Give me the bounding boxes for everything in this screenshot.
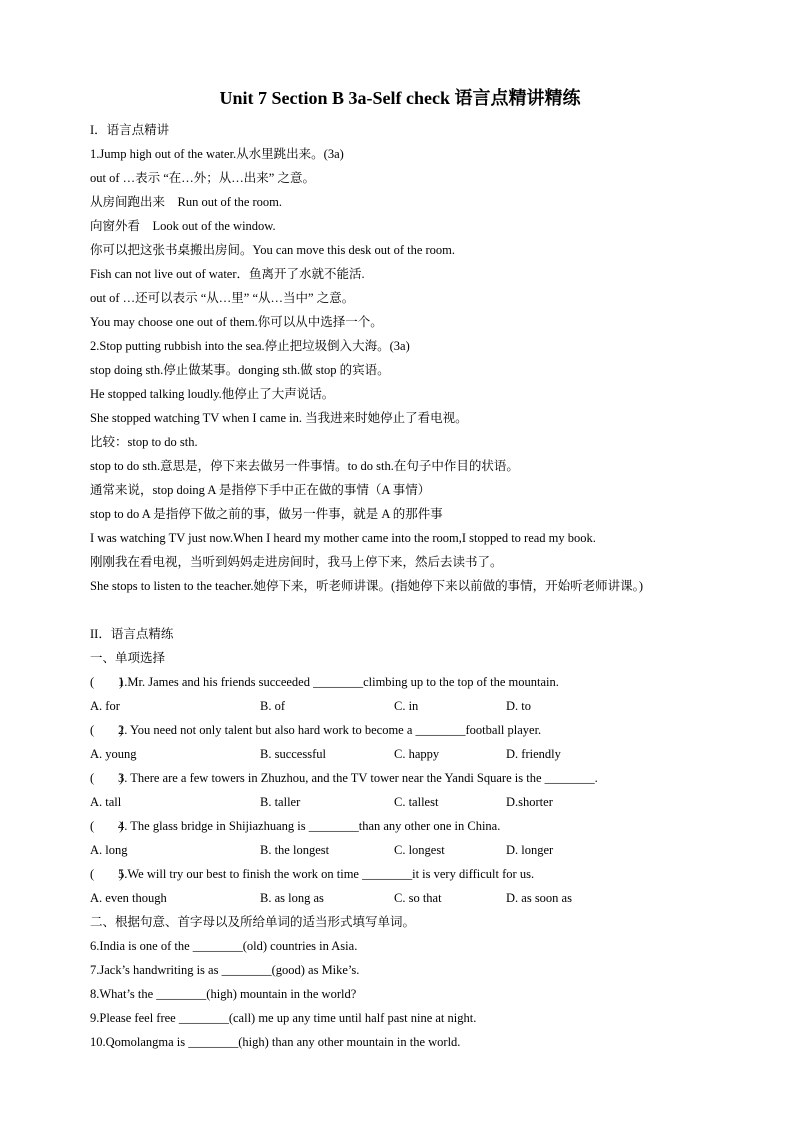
option-c: C. so that <box>394 891 442 905</box>
answer-bracket[interactable]: ( ) <box>90 867 124 881</box>
question-1: ( )1.Mr. James and his friends succeeded ________climbing up to the top of the mountain. <box>90 675 559 689</box>
option-b: B. the longest <box>260 843 330 857</box>
option-a: A. tall <box>90 795 122 809</box>
option-a: A. long <box>90 843 128 857</box>
fill-in-question: 7.Jack’s handwriting is as ________(good) as Mike’s. <box>90 963 360 977</box>
text-line: 比较：stop to do sth. <box>90 435 198 449</box>
option-d: D. as soon as <box>506 891 572 905</box>
option-d: D. friendly <box>506 747 561 761</box>
fill-in-question: 8.What’s the ________(high) mountain in the world? <box>90 987 357 1001</box>
answer-bracket[interactable]: ( ) <box>90 819 124 833</box>
fill-in-question: 6.India is one of the ________(old) countries in Asia. <box>90 939 358 953</box>
text-line: stop to do sth.意思是，停下来去做另一件事情。to do sth.在句子中作目的状语。 <box>90 459 519 473</box>
option-c: C. longest <box>394 843 445 857</box>
text-line: She stopped watching TV when I came in. 当我进来时她停止了看电视。 <box>90 411 468 425</box>
fill-in-question: 9.Please feel free ________(call) me up any time until half past nine at night. <box>90 1011 477 1025</box>
text-line: stop doing sth.停止做某事。donging sth.做 stop 的宾语。 <box>90 363 390 377</box>
option-d: D.shorter <box>506 795 553 809</box>
option-b: B. successful <box>260 747 326 761</box>
text-line: stop to do A 是指停下做之前的事，做另一件事，就是 A 的那件事 <box>90 507 443 521</box>
text-line: 从房间跑出来 Run out of the room. <box>90 195 283 209</box>
answer-bracket[interactable]: ( ) <box>90 723 124 737</box>
text-line: 向窗外看 Look out of the window. <box>90 219 276 233</box>
option-c: C. in <box>394 699 419 713</box>
section-1-heading: I．语言点精讲 <box>90 123 170 137</box>
option-b: B. taller <box>260 795 301 809</box>
text-line: I was watching TV just now.When I heard my mother came into the room,I stopped to read my book. <box>90 531 596 545</box>
text-line: Fish can not live out of water．鱼离开了水就不能活. <box>90 267 365 281</box>
question-5: ( )5.We will try our best to finish the work on time ________it is very difficult for us. <box>90 867 535 881</box>
text-line: 你可以把这张书桌搬出房间。You can move this desk out of the room. <box>90 243 456 257</box>
text-line: 1.Jump high out of the water.从水里跳出来。(3a) <box>90 147 344 161</box>
option-d: D. longer <box>506 843 554 857</box>
text-line: 刚刚我在看电视，当听到妈妈走进房间时，我马上停下来，然后去读书了。 <box>90 555 503 569</box>
question-2: ( )2. You need not only talent but also hard work to become a ________football player. <box>90 723 542 737</box>
question-4: ( )4. The glass bridge in Shijiazhuang is ________than any other one in China. <box>90 819 501 833</box>
answer-bracket[interactable]: ( ) <box>90 675 124 689</box>
text-line: He stopped talking loudly.他停止了大声说话。 <box>90 387 335 401</box>
part-1-heading: 一、单项选择 <box>90 651 166 665</box>
text-line: She stops to listen to the teacher.她停下来，听老师讲课。(指她停下来以前做的事情，开始听老师讲课。) <box>90 579 644 593</box>
answer-bracket[interactable]: ( ) <box>90 771 124 785</box>
part-2-heading: 二、根据句意、首字母以及所给单词的适当形式填写单词。 <box>90 915 416 929</box>
option-c: C. happy <box>394 747 440 761</box>
option-b: B. as long as <box>260 891 324 905</box>
text-line: You may choose one out of them.你可以从中选择一个。 <box>90 315 383 329</box>
section-2-heading: II．语言点精练 <box>90 627 174 641</box>
option-a: A. for <box>90 699 120 713</box>
option-a: A. even though <box>90 891 167 905</box>
document-title: Unit 7 Section B 3a-Self check 语言点精讲精练 <box>219 88 581 108</box>
option-b: B. of <box>260 699 285 713</box>
option-c: C. tallest <box>394 795 439 809</box>
fill-in-question: 10.Qomolangma is ________(high) than any other mountain in the world. <box>90 1035 461 1049</box>
option-a: A. young <box>90 747 137 761</box>
text-line: 通常来说，stop doing A 是指停下手中正在做的事情（A 事情） <box>90 483 431 497</box>
text-line: 2.Stop putting rubbish into the sea.停止把垃圾倒入大海。(3a) <box>90 339 410 353</box>
option-d: D. to <box>506 699 531 713</box>
text-line: out of …表示 “在…外；从…出来” 之意。 <box>90 171 315 185</box>
text-line: out of …还可以表示 “从…里” “从…当中” 之意。 <box>90 291 355 305</box>
question-3: ( )3. There are a few towers in Zhuzhou, and the TV tower near the Yandi Square is the ________. <box>90 771 598 785</box>
